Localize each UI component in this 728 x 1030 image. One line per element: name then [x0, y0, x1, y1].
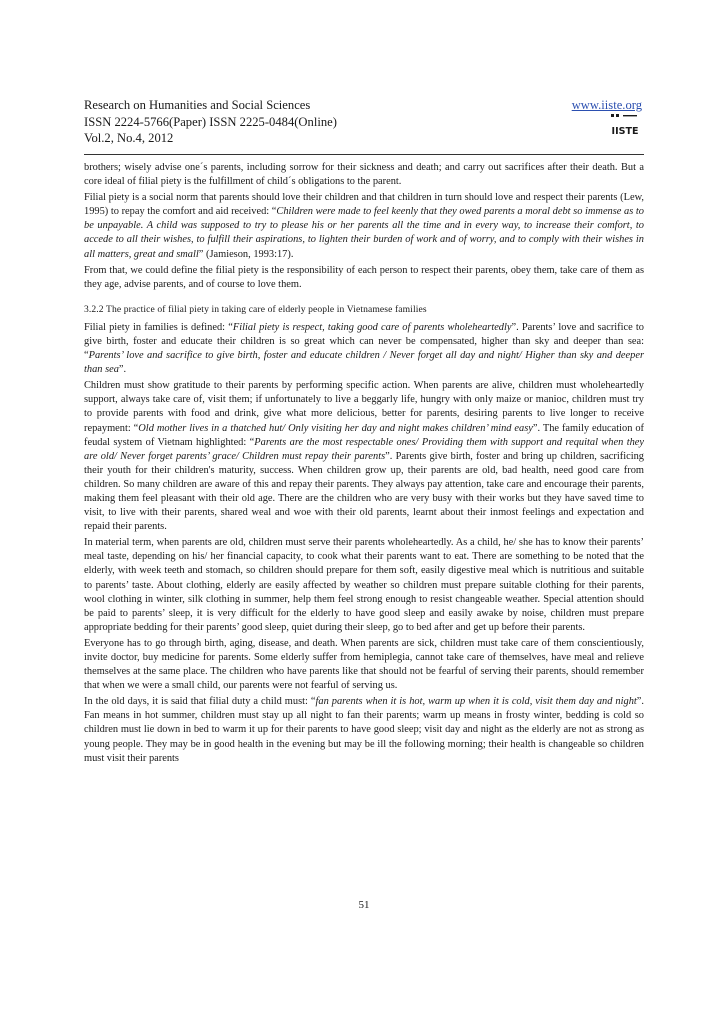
svg-text:IISTE: IISTE: [611, 126, 639, 136]
journal-url-link[interactable]: www.iiste.org: [571, 98, 642, 112]
italic-quote: Parents’ love and sacrifice to give birth, foster and educate children / Never forget all day and night/ Higher than sky and deeper than sea: [84, 350, 644, 376]
italic-quote: Children were made to feel keenly that they owed parents a moral debt so immense as to be unpayable. A child was supposed to try to please his or her parents all the time and in every way, to increase their comfort, to accede to all their wishes, to fulfill their aspirations, to lighten their burden of work and of worry, and to comply with their wishes in all matters, great and small: [84, 206, 644, 260]
italic-quote: fan parents when it is hot, warm up when it is cold, visit them day and night: [315, 696, 637, 708]
body-paragraph: [84, 264, 644, 292]
header-rule: [84, 154, 644, 155]
body-paragraph: [84, 379, 644, 534]
text-run: In the old days, it is said that filial duty a child must: “: [84, 696, 316, 708]
journal-title: Research on Humanities and Social Sciences: [84, 98, 311, 112]
iiste-logo: [610, 114, 640, 136]
text-run: Filial piety is a social norm that parents should love their children and that children in turn should love and respect their parents (Lew, 1995) to repay the comfort and aid received: “: [84, 192, 644, 218]
text-run: In material term, when parents are old, children must serve their parents wholeheartedly. As a child, he/ she has to know their parents’ meal taste, depending on his/ her financial capacity, to cook what their parents want to eat. There are something to be noted that the elderly, with week teeth and stomach, so children should prepare for them soft, easily digestive meal which is nutritious and suitable to parents’ taste. About clothing, elderly are easily affected by weather so children must prepare suitable clothing for their parents, wool clothing in winter, silk clothing in summer, help them feel strong enough to resist changeable weather. Special attention should be paid to parents’ sleep, it is very difficult for the elderly to have good sleep and easily awake by noise, children must prepare appropriate bedding for their parents’ good sleep, quiet during their sleep, go to bed after and get up before their parents.: [84, 537, 644, 633]
paper-page: [84, 0, 644, 1030]
text-run: brothers; wisely advise one´s parents, including sorrow for their sickness and death; and carry out sacrifices after their death. But a core ideal of filial piety is the fulfillment of child´s obligations to the parent.: [84, 162, 644, 188]
paragraph-group-intro: [84, 161, 644, 292]
issn-line: ISSN 2224-5766(Paper) ISSN 2225-0484(Online): [84, 114, 337, 129]
paragraph-group-section: [84, 321, 644, 766]
text-run: Everyone has to go through birth, aging, disease, and death. When parents are sick, children must take care of them conscientiously, invite doctor, buy medicine for parents. Some elderly suffer from hemiplegia, cannot take care of themselves, have meal and relieve themselves at the same place. The children who have parents like that should not be fearful of serving their parents, should remember that when we were a small child, our parents were not fearful of serving us.: [84, 637, 644, 692]
italic-quote: Old mother lives in a thatched hut/ Only visiting her day and night makes children’ mind easy: [138, 422, 533, 434]
italic-quote: Filial piety is respect, taking good care of parents wholeheartedly: [232, 321, 512, 333]
journal-header: [84, 97, 644, 152]
text-run: ”.: [118, 364, 127, 376]
page-number: 51: [358, 899, 370, 911]
body-paragraph: [84, 536, 644, 635]
italic-quote: Parents are the most respectable ones/ Providing them with support and requital when they are old/ Never forget parents’ grace/ Children must repay their parents: [84, 436, 644, 462]
body-paragraph: [84, 695, 644, 765]
text-run: ”. Fan means in hot summer, children must stay up all night to fan their parents; warm up means in frosty winter, bedding is cold so children must lie down in bed to warm it up for their parents to have good sleep; visit day and night as the elderly are not as strong as young people. They may be in good health in the evening but may be ill the following morning; their health is changeable so children must visit their parents: [84, 696, 644, 764]
text-run: ”. The family education of feudal system of Vietnam highlighted: “: [84, 422, 644, 448]
text-run: Children must show gratitude to their parents by performing specific action. When parents are alive, children must wholeheartedly support, always take care of, visit them; if unfortunately to live a beggarly life, hungry with only maize or manioc, children must try to provide parents with food and drink, give what more delicious, better for parents, desiring parents to live longer to receive repayment: “: [84, 380, 644, 434]
text-run: ”. Parents’ love and sacrifice to give birth, foster and educate their children is so great which can never be compensated, higher than sky and deeper than sea: “: [84, 321, 644, 362]
article-body: [84, 161, 644, 768]
section-heading: 3.2.2 The practice of filial piety in taking care of elderly people in Vietnamese families: [84, 303, 427, 315]
text-run: ” (Jamieson, 1993:17).: [198, 248, 294, 260]
volume-line: Vol.2, No.4, 2012: [84, 131, 174, 145]
body-paragraph: [84, 321, 644, 377]
text-run: From that, we could define the filial piety is the responsibility of each person to respect their parents, obey them, take care of them as they age, advise parents, and of course to love them.: [84, 264, 644, 290]
body-paragraph: [84, 191, 644, 261]
body-paragraph: [84, 637, 644, 693]
body-paragraph: [84, 161, 644, 189]
text-run: Filial piety in families is defined: “: [84, 321, 233, 333]
text-run: ”. Parents give birth, foster and bring up children, sacrificing their youth for their children's maturity, success. When children grow up, their parents are old, bad health, need good care from children. So many children are aware of this and repay their parents. They always pay attention, take care and encourage their parents, making them feel pleasant with their old age. There are the children who are very busy with their works but they have saved time to visit, to live with their parents, shared weal and woe with their old parents, learnt about their inmost feelings and expectation and repaid their parents.: [84, 450, 645, 533]
